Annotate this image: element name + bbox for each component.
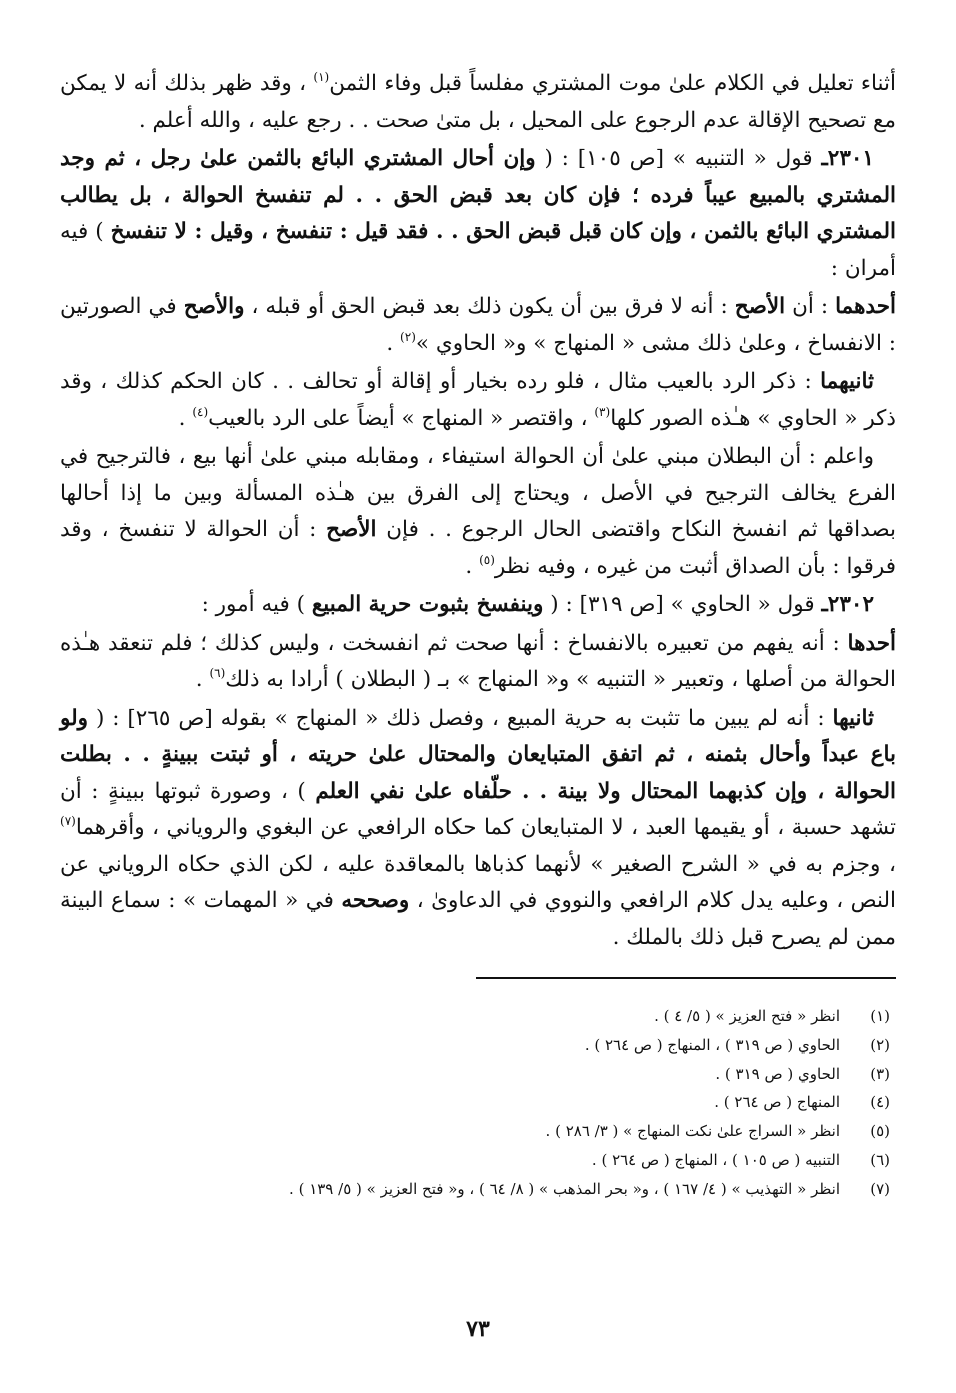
footnote-number: (٤)	[870, 1093, 890, 1112]
footnote	[60, 1175, 896, 1204]
text-run: .	[195, 667, 210, 692]
footnote-separator	[476, 977, 896, 979]
footnote	[60, 1117, 896, 1146]
footnote-ref: (٧)	[60, 814, 76, 828]
bold-text: وينفسخ بثبوت حرية المبيع	[311, 592, 544, 617]
footnote-ref: (٤)	[192, 404, 209, 419]
page-number: ٧٣	[466, 1316, 490, 1342]
footnote-text: انظر « السراج علىٰ نكت المنهاج » ( ٣/ ٢٨٦ ) .	[545, 1122, 840, 1141]
footnote-ref: (٥)	[479, 552, 495, 567]
bold-text: والأصح	[183, 294, 245, 319]
footnotes	[60, 1002, 896, 1204]
footnote-ref: (٣)	[594, 404, 611, 419]
text-run: .	[178, 405, 193, 431]
footnote	[60, 1031, 896, 1060]
text-run: ، وقد ظهر بذلك أنه لا يمكن مع تصحيح الإقالة عدم الرجوع على المحيل ، بل متىٰ صحت . . رجع عليه ، والله أعلم .	[60, 71, 896, 133]
footnote-number: (٦)	[870, 1150, 890, 1169]
paragraph	[60, 141, 896, 287]
footnote	[60, 1146, 896, 1175]
paragraph	[60, 289, 896, 362]
paragraph	[60, 701, 896, 957]
paragraph	[60, 626, 896, 699]
footnote-text: المنهاج ( ص ٢٦٤ ) .	[714, 1093, 840, 1112]
text-run: : أن الحوالة لا تنفسخ ، وقد فرقوا : بأن الصداق أثبت من غيره ، وفيه نظر	[60, 517, 896, 579]
footnote-number: (١)	[870, 1007, 890, 1025]
text-run: .	[386, 330, 401, 356]
bold-text: أحدها	[847, 630, 896, 656]
paragraph	[60, 364, 896, 437]
text-run: ، واقتصر « المنهاج » أيضاً على الرد بالعيب	[208, 405, 595, 431]
paragraph	[60, 587, 896, 624]
footnote-text: التنبيه ( ص ١٠٥ ) ، المنهاج ( ص ٢٦٤ ) .	[591, 1150, 840, 1169]
footnote-text: انظر « فتح العزيز » ( ٥/ ٤ ) .	[654, 1007, 840, 1025]
bold-text: الأصح	[734, 294, 786, 319]
footnote-number: (٢)	[870, 1035, 890, 1054]
text-run: ) فيه أمور :	[201, 592, 312, 617]
footnote-number: (٣)	[870, 1064, 890, 1083]
footnote-text: انظر « التهذيب » ( ٤/ ١٦٧ ) ، و« بحر المذهب » ( ٨/ ٦٤ ) ، و« فتح العزيز » ( ٥/ ١٣٩ ) .	[289, 1179, 840, 1198]
text-run: : أنه يفهم من تعبيره بالانفساخ : أنها صحت ثم انفسخت ، وليس كذلك ؛ فلم تنعقد هـٰذه الحوالة من أصلها ، وتعبير « التنبيه » و« المنهاج » بـ ( البطلان ) أرادا به ذلك	[60, 630, 896, 692]
paragraph	[60, 66, 896, 139]
bold-text: الأصح	[326, 517, 377, 542]
footnote-text: الحاوي ( ص ٣١٩ ) ، المنهاج ( ص ٢٦٤ ) .	[584, 1035, 840, 1054]
text-run: قول « الحاوي » [ص ٣١٩] : (	[543, 592, 822, 617]
text-run: ، وجزم به في « الشرح الصغير » لأنهما كذباها بالمعاقدة عليه ، لكن الذي حكاه الروياني عن النص ، وعليه يدل كلام الرافعي والنووي في الدعاوىٰ ،	[60, 851, 896, 913]
text-run: في الصورتين : الانفساخ ، وعلىٰ ذلك مشى « المنهاج » و« الحاوي »	[60, 294, 896, 356]
paragraph	[60, 439, 896, 585]
text-run: : أنه لم يبين ما تثبت به حرية المبيع ، وفصل ذلك « المنهاج » بقوله [ص ٢٦٥] : (	[88, 705, 833, 731]
text-run: : أنه لا فرق بين أن يكون ذلك بعد قبض الحق أو قبله ،	[244, 294, 735, 319]
bold-text: ٢٣٠٢ـ	[821, 592, 874, 617]
footnote-ref: (٢)	[400, 329, 416, 344]
bold-text: أحدهما	[835, 294, 896, 319]
text-run: : ذكر الرد بالعيب مثال ، فلو رده بخيار أو إقالة أو تحالف . . كان الحكم كذلك ، وقد ذكر « الحاوي » هـٰذه الصور كلها	[60, 369, 896, 431]
footnote-ref: (٦)	[209, 666, 226, 680]
text-run: في « المهمات » : سماع البينة ممن لم يصرح قبل ذلك بالملك .	[60, 888, 896, 950]
bold-text: ٢٣٠١ـ	[821, 146, 874, 171]
footnote	[60, 1088, 896, 1117]
text-run: ) ، وصورة ثبوتها ببينةٍ : أن تشهد حسبة ، أو يقيمها العبد ، لا المتبايعان كما حكاه الرافعي عن البغوي والروياني ، وأقرهما	[60, 778, 896, 840]
text-run: قول « التنبيه » [ص ١٠٥] : (	[535, 146, 822, 171]
page-body	[60, 66, 896, 956]
text-run: ) فيه أمران :	[60, 219, 896, 281]
footnote	[60, 1060, 896, 1089]
text-run: واعلم : أن البطلان مبني علىٰ أن الحوالة استيفاء ، ومقابله مبني علىٰ أنها بيع ، فالترجيح في الفرع يخالف الترجيح في الأصل ، ويحتاج إلى الفرق بين هـٰذه المسألة وبين ما إذا أحالها بصداقها ثم انفسخ النكاح واقتضى الحال الرجوع . . فإن	[60, 444, 896, 542]
footnote	[60, 1002, 896, 1031]
footnote-number: (٥)	[870, 1122, 890, 1141]
text-run: : أن	[785, 294, 836, 319]
bold-text: وإن أحال المشتري البائع بالثمن علىٰ رجل ، ثم وجد المشتري بالمبيع عيباً فرده ؛ فإن كان بعد قبض الحق . . لم تنفسخ الحوالة ، بل يطالب المشتري البائع بالثمن ، وإن كان قبل قبض الحق . . فقد قيل : تنفسخ ، وقيل : لا تنفسخ	[60, 146, 896, 244]
bold-text: وصححه	[341, 888, 410, 913]
text-run: أثناء تعليل في الكلام علىٰ موت المشتري مفلساً قبل وفاء الثمن	[329, 71, 897, 96]
bold-text: ثانيهما	[820, 369, 874, 394]
bold-text: ثانيها	[832, 705, 874, 731]
main-text	[60, 66, 896, 956]
footnote-ref: (١)	[313, 70, 330, 84]
bold-text: ولو باع عبداً وأحال بثمنه ، ثم اتفق المتبايعان والمحتال علىٰ حريته ، أو ثبتت ببينةٍ . . بطلت الحوالة ، وإن كذبهما المحتال ولا بينة . . حلّفاه علىٰ نفي العلم	[60, 705, 896, 804]
footnote-text: الحاوي ( ص ٣١٩ ) .	[715, 1064, 840, 1083]
text-run: .	[465, 553, 480, 579]
footnote-number: (٧)	[870, 1179, 890, 1198]
